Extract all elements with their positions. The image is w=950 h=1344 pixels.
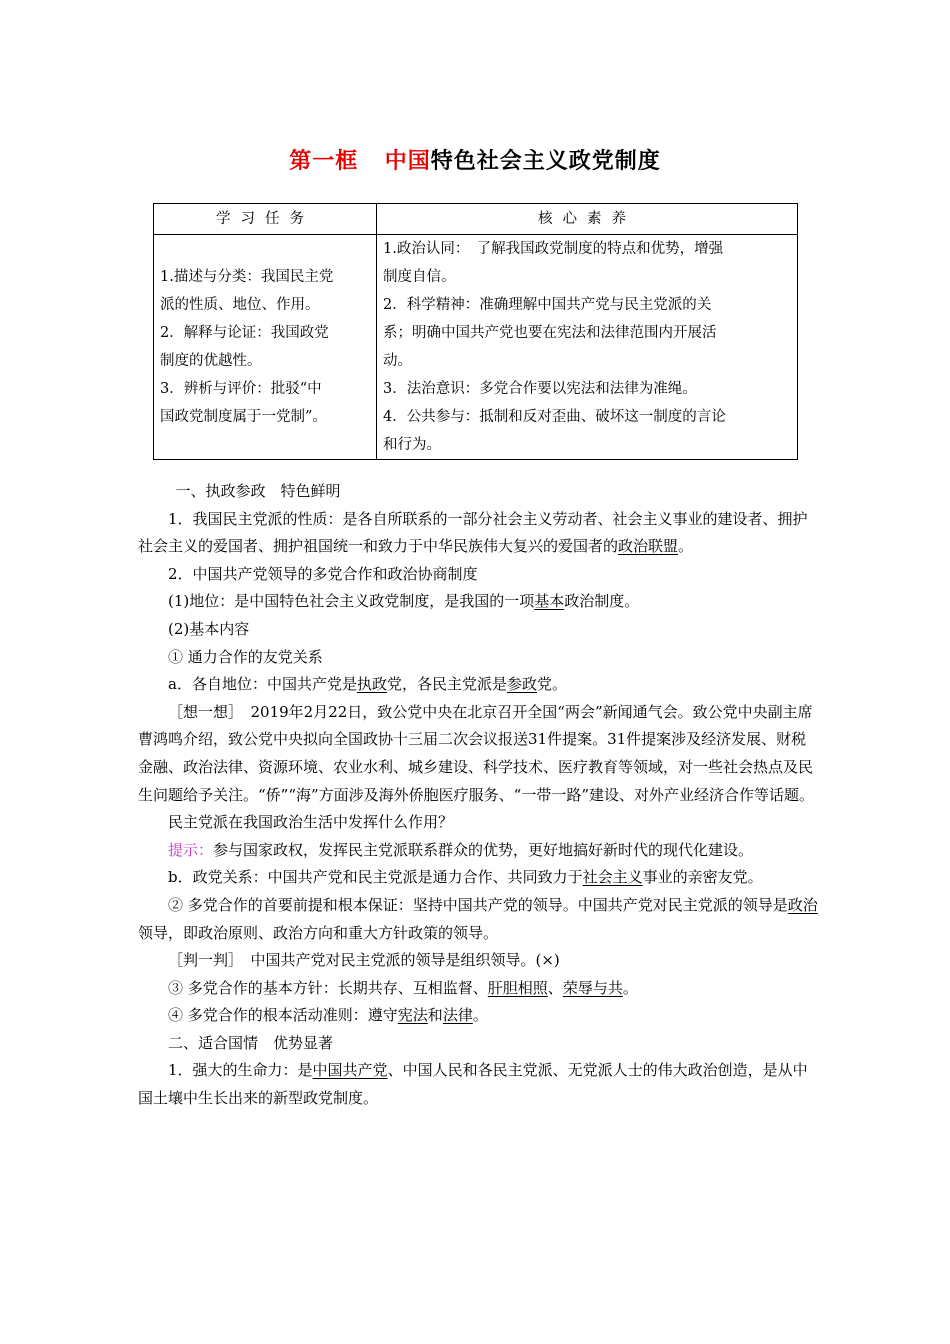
paragraph-vitality: 1．强大的生命力：是中国共产党、中国人民和各民主党派、无党派人士的伟大政治创造，是从中国土壤中生长出来的新型政党制度。 — [138, 1061, 808, 1108]
paragraph-principle: ④ 多党合作的根本活动准则：遵守宪法和法律。 — [168, 1006, 488, 1025]
underlined-term: 法律 — [442, 1006, 473, 1025]
think-about-box: ［想一想］ 2019年2月22日，致公党中央在北京召开全国“两会”新闻通气会。致公党中央副主席曹鸿鸣介绍，致公党中央拟向全国政协十三届二次会议报送31件提案。31件提案涉及经济发展、财税金融、政治法律、资源环境、农业水利、城乡建设、科学技术、医疗教育等领域，对一些社会热点及民生问题给予关注。“侨”“海”方面涉及海外侨胞医疗服务、“一带一路”建设、对外产业经济合作等话题。 — [138, 702, 815, 804]
core-literacy-cell — [377, 235, 798, 460]
underlined-term: 政治联盟 — [618, 537, 679, 556]
page-title — [0, 144, 950, 175]
header-core-literacy: 核心素养 — [377, 204, 798, 235]
literacy-line: 系；明确中国共产党也要在宪法和法律范围内开展活 — [383, 325, 717, 341]
underlined-term: 基本 — [534, 592, 565, 611]
underlined-term: 政治 — [787, 895, 818, 914]
literacy-line: 和行为。 — [383, 437, 441, 453]
paragraph-basic-content: (2)基本内容 — [168, 619, 250, 638]
title-part2: 中国 — [384, 149, 431, 174]
title-part3: 特色社会主义政党制度 — [430, 149, 661, 174]
underlined-term: 荣辱与共 — [562, 978, 623, 997]
title-part1: 第一框 — [289, 149, 359, 174]
header-learning-tasks: 学习任务 — [154, 204, 377, 235]
task-line: 派的性质、地位、作用。 — [160, 297, 320, 313]
underlined-term: 中国共产党 — [312, 1061, 388, 1080]
paragraph-relation: ① 通力合作的友党关系 — [168, 647, 323, 666]
judge-box: ［判一判］ 中国共产党对民主党派的领导是组织领导。(×) — [168, 951, 560, 970]
paragraph-party-relation: b．政党关系：中国共产党和民主党派是通力合作、共同致力于社会主义事业的亲密友党。 — [168, 868, 763, 887]
task-line: 制度的优越性。 — [160, 353, 262, 369]
underlined-term: 执政 — [356, 675, 387, 694]
main-content — [138, 478, 818, 1113]
underlined-term: 肝胆相照 — [487, 978, 548, 997]
paragraph-status: (1)地位：是中国特色社会主义政党制度，是我国的一项基本政治制度。 — [168, 592, 640, 611]
underlined-term: 宪法 — [397, 1006, 428, 1025]
literacy-line: 2．科学精神：准确理解中国共产党与民主党派的关 — [383, 297, 712, 313]
paragraph-policy: ③ 多党合作的基本方针：长期共存、互相监督、肝胆相照、荣辱与共。 — [168, 978, 638, 997]
hint-paragraph: 提示：参与国家政权，发挥民主党派联系群众的优势，更好地搞好新时代的现代化建设。 — [168, 840, 754, 859]
paragraph-system: 2．中国共产党领导的多党合作和政治协商制度 — [168, 564, 478, 583]
underlined-term: 社会主义 — [582, 868, 643, 887]
literacy-line: 动。 — [383, 353, 412, 369]
task-line: 1.描述与分类：我国民主党 — [160, 269, 334, 285]
literacy-line: 4．公共参与：抵制和反对歪曲、破坏这一制度的言论 — [383, 409, 726, 425]
hint-label: 提示： — [168, 840, 214, 859]
task-line: 2．解释与论证：我国政党 — [160, 325, 329, 341]
literacy-line: 3．法治意识：多党合作要以宪法和法律为准绳。 — [383, 381, 697, 397]
question: 民主党派在我国政治生活中发挥什么作用？ — [168, 813, 454, 832]
literacy-line: 制度自信。 — [383, 269, 456, 285]
task-line: 3．辨析与评价：批驳“中 — [160, 381, 322, 397]
section-heading-1: 一、执政参政 特色鲜明 — [175, 482, 341, 500]
learning-tasks-cell — [154, 235, 377, 460]
section-heading-2: 二、适合国情 优势显著 — [168, 1033, 334, 1052]
paragraph-roles: a．各自地位：中国共产党是执政党，各民主党派是参政党。 — [168, 675, 568, 694]
task-line: 国政党制度属于一党制”。 — [160, 409, 327, 425]
paragraph-leadership: ② 多党合作的首要前提和根本保证：坚持中国共产党的领导。中国共产党对民主党派的领导是政治领导，即政治原则、政治方向和重大方针政策的领导。 — [138, 895, 818, 942]
objectives-table — [153, 203, 798, 460]
underlined-term: 参政 — [506, 675, 537, 694]
paragraph-nature: 1．我国民主党派的性质：是各自所联系的一部分社会主义劳动者、社会主义事业的建设者、拥护社会主义的爱国者、拥护祖国统一和致力于中华民族伟大复兴的爱国者的政治联盟。 — [138, 509, 808, 556]
literacy-line: 1.政治认同： 了解我国政党制度的特点和优势，增强 — [383, 241, 724, 257]
